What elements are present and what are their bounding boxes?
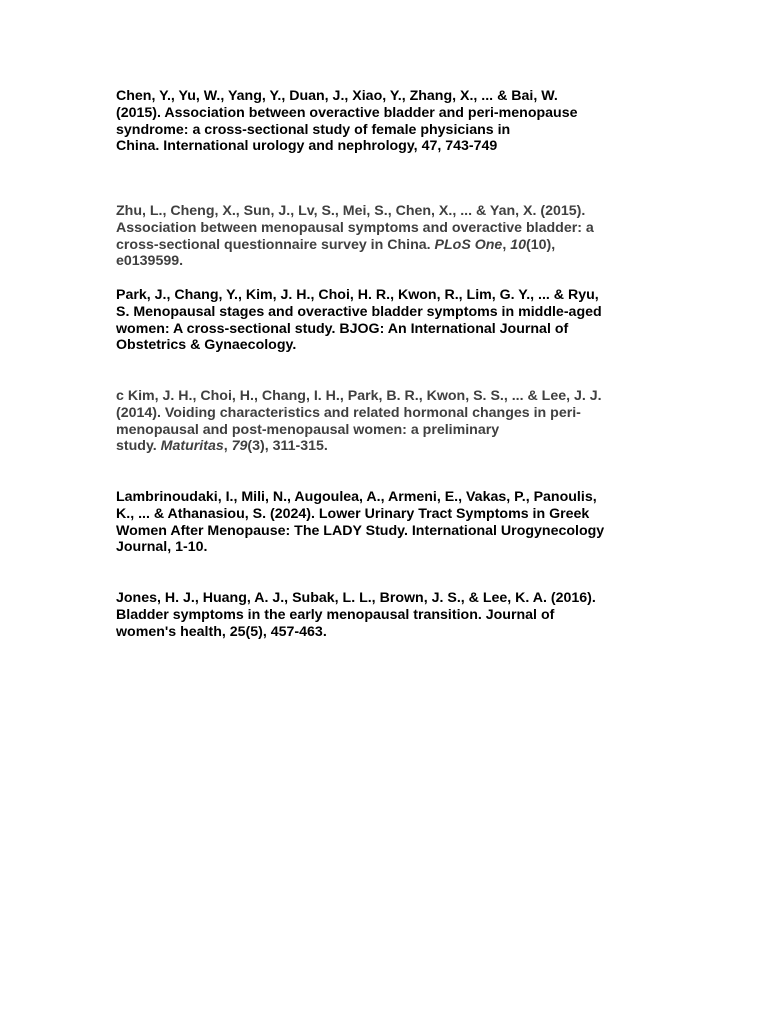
- journal-issue: (3), 311-315.: [247, 438, 328, 455]
- reference-line: [116, 237, 656, 254]
- reference-line: menopausal and post-menopausal women: a preliminary: [116, 421, 500, 438]
- reference-line: syndrome: a cross-sectional study of female physicians in: [116, 121, 511, 138]
- reference-line: China. International urology and nephrology, 47, 743-749: [116, 138, 498, 155]
- reference-line: (2014). Voiding characteristics and related hormonal changes in peri-: [116, 404, 581, 421]
- reference-line: Association between menopausal symptoms and overactive bladder: a: [116, 219, 594, 236]
- reference-text: cross-sectional questionnaire survey in China.: [116, 236, 435, 253]
- reference-lambrinoudaki-2024: [116, 489, 656, 556]
- reference-line: Journal, 1-10.: [116, 539, 208, 556]
- journal-name: Maturitas: [160, 438, 224, 455]
- journal-issue: (10),: [526, 236, 556, 253]
- reference-zhu-2015: [116, 203, 656, 270]
- reference-kim-2014: [116, 388, 656, 455]
- reference-line: women: A cross-sectional study. BJOG: An International Journal of: [116, 320, 569, 337]
- reference-park: [116, 287, 656, 354]
- reference-line: (2015). Association between overactive bladder and peri-menopause: [116, 104, 578, 121]
- reference-line: c Kim, J. H., Choi, H., Chang, I. H., Park, B. R., Kwon, S. S., ... & Lee, J. J.: [116, 388, 602, 404]
- reference-line: Park, J., Chang, Y., Kim, J. H., Choi, H. R., Kwon, R., Lim, G. Y., ... & Ryu,: [116, 287, 599, 303]
- reference-line: K., ... & Athanasiou, S. (2024). Lower Urinary Tract Symptoms in Greek: [116, 505, 590, 522]
- separator: ,: [502, 236, 511, 253]
- reference-text: study.: [116, 438, 161, 455]
- reference-line: Chen, Y., Yu, W., Yang, Y., Duan, J., Xiao, Y., Zhang, X., ... & Bai, W.: [116, 88, 558, 104]
- reference-line: Zhu, L., Cheng, X., Sun, J., Lv, S., Mei, S., Chen, X., ... & Yan, X. (2015).: [116, 203, 586, 219]
- reference-jones-2016: [116, 590, 656, 640]
- reference-line: women's health, 25(5), 457-463.: [116, 623, 327, 640]
- journal-volume: 10: [510, 236, 526, 253]
- reference-line: Lambrinoudaki, I., Mili, N., Augoulea, A., Armeni, E., Vakas, P., Panoulis,: [116, 489, 597, 505]
- reference-line: Jones, H. J., Huang, A. J., Subak, L. L., Brown, J. S., & Lee, K. A. (2016).: [116, 590, 596, 606]
- reference-chen-2015: [116, 88, 656, 155]
- separator: ,: [223, 438, 232, 455]
- reference-line: Women After Menopause: The LADY Study. International Urogynecology: [116, 522, 605, 539]
- reference-line: S. Menopausal stages and overactive bladder symptoms in middle-aged: [116, 303, 602, 320]
- reference-line: Obstetrics & Gynaecology.: [116, 337, 297, 354]
- journal-volume: 79: [231, 438, 248, 455]
- reference-line: [116, 438, 656, 455]
- reference-line: Bladder symptoms in the early menopausal transition. Journal of: [116, 606, 555, 623]
- reference-line: e0139599.: [116, 253, 184, 270]
- journal-name: PLoS One: [434, 236, 503, 253]
